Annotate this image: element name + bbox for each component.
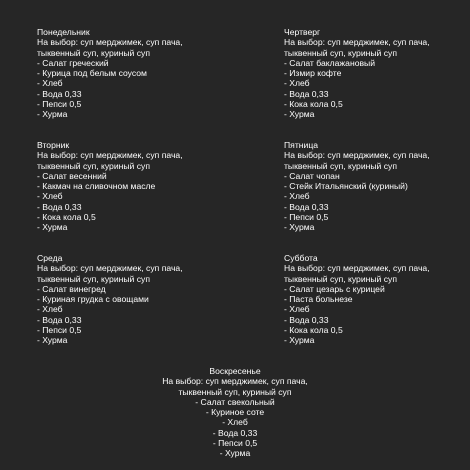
menu-line: - Вода 0,33: [212, 427, 258, 438]
menu-line: - Хурма: [37, 335, 68, 346]
menu-line: - Хлеб: [37, 304, 63, 315]
menu-line: - Салат свекольный: [195, 396, 275, 407]
day-title: Суббота: [284, 253, 318, 263]
menu-line: На выбор: суп мерджимек, суп пача,: [162, 376, 308, 387]
menu-line: - Хлеб: [284, 304, 310, 315]
day-title: Чертверг: [284, 27, 321, 37]
day-title: Пятница: [284, 140, 319, 150]
day-title: Среда: [37, 253, 63, 263]
day-title: Понедельник: [37, 27, 90, 37]
menu-line: На выбор: суп мерджимек, суп пача,: [284, 263, 430, 274]
menu-line: - Хурма: [219, 448, 251, 459]
menu-line: - Вода 0,33: [284, 88, 329, 99]
menu-line: - Хурма: [37, 222, 68, 233]
menu-line: - Хлеб: [37, 78, 63, 89]
menu-line: - Салат чопан: [284, 170, 340, 181]
menu-line: тыквенный суп, куриный суп: [37, 160, 150, 171]
menu-line: - Пепси 0,5: [284, 212, 329, 223]
menu-line: тыквенный суп, куриный суп: [284, 47, 397, 58]
menu-line: - Пепси 0,5: [37, 325, 82, 336]
menu-line: - Хурма: [37, 109, 68, 120]
menu-line: - Хлеб: [284, 191, 310, 202]
menu-line: - Хлеб: [222, 417, 248, 428]
menu-sunday: [135, 366, 335, 459]
menu-line: - Салат весенний: [37, 170, 107, 181]
menu-line: - Хлеб: [37, 191, 63, 202]
menu-line: На выбор: суп мерджимек, суп пача,: [284, 150, 430, 161]
menu-line: - Измир кофте: [284, 68, 342, 79]
menu-line: На выбор: суп мерджимек, суп пача,: [37, 37, 183, 48]
menu-line: - Кока кола 0,5: [37, 212, 96, 223]
menu-line: - Пепси 0,5: [212, 438, 258, 449]
menu-line: На выбор: суп мерджимек, суп пача,: [37, 263, 183, 274]
menu-line: - Вода 0,33: [284, 314, 329, 325]
menu-line: - Хурма: [284, 222, 315, 233]
menu-saturday: [284, 253, 470, 346]
menu-friday: [284, 140, 470, 233]
menu-line: тыквенный суп, куриный суп: [284, 273, 397, 284]
menu-wednesday: [37, 253, 227, 346]
menu-line: тыквенный суп, куриный суп: [37, 47, 150, 58]
menu-tuesday: [37, 140, 227, 233]
menu-line: - Кока кола 0,5: [284, 325, 343, 336]
menu-line: - Вода 0,33: [37, 314, 82, 325]
menu-monday: [37, 27, 227, 120]
menu-line: - Хурма: [284, 335, 315, 346]
menu-line: - Салат баклажановый: [284, 57, 376, 68]
day-title: Вторник: [37, 140, 70, 150]
menu-line: - Куриное соте: [205, 407, 265, 418]
menu-line: - Салат винегред: [37, 283, 106, 294]
menu-line: - Салат цезарь с курицей: [284, 283, 385, 294]
menu-line: На выбор: суп мерджимек, суп пача,: [37, 150, 183, 161]
menu-line: - Хлеб: [284, 78, 310, 89]
menu-line: - Стейк Итальянский (куриный): [284, 181, 408, 192]
menu-thursday: [284, 27, 470, 120]
menu-line: - Салат греческий: [37, 57, 109, 68]
menu-line: тыквенный суп, куриный суп: [178, 386, 292, 397]
menu-line: - Паста больнезе: [284, 294, 353, 305]
menu-line: тыквенный суп, куриный суп: [37, 273, 150, 284]
menu-line: - Куриная грудка с овощами: [37, 294, 149, 305]
menu-line: - Какмач на сливочном масле: [37, 181, 156, 192]
menu-line: - Хурма: [284, 109, 315, 120]
menu-line: - Вода 0,33: [37, 201, 82, 212]
menu-line: - Вода 0,33: [37, 88, 82, 99]
menu-line: - Курица под белым соусом: [37, 68, 147, 79]
day-title: Воскресенье: [209, 366, 261, 376]
menu-line: - Вода 0,33: [284, 201, 329, 212]
menu-line: тыквенный суп, куриный суп: [284, 160, 397, 171]
menu-line: - Кока кола 0,5: [284, 99, 343, 110]
menu-line: На выбор: суп мерджимек, суп пача,: [284, 37, 430, 48]
menu-line: - Пепси 0,5: [37, 99, 82, 110]
